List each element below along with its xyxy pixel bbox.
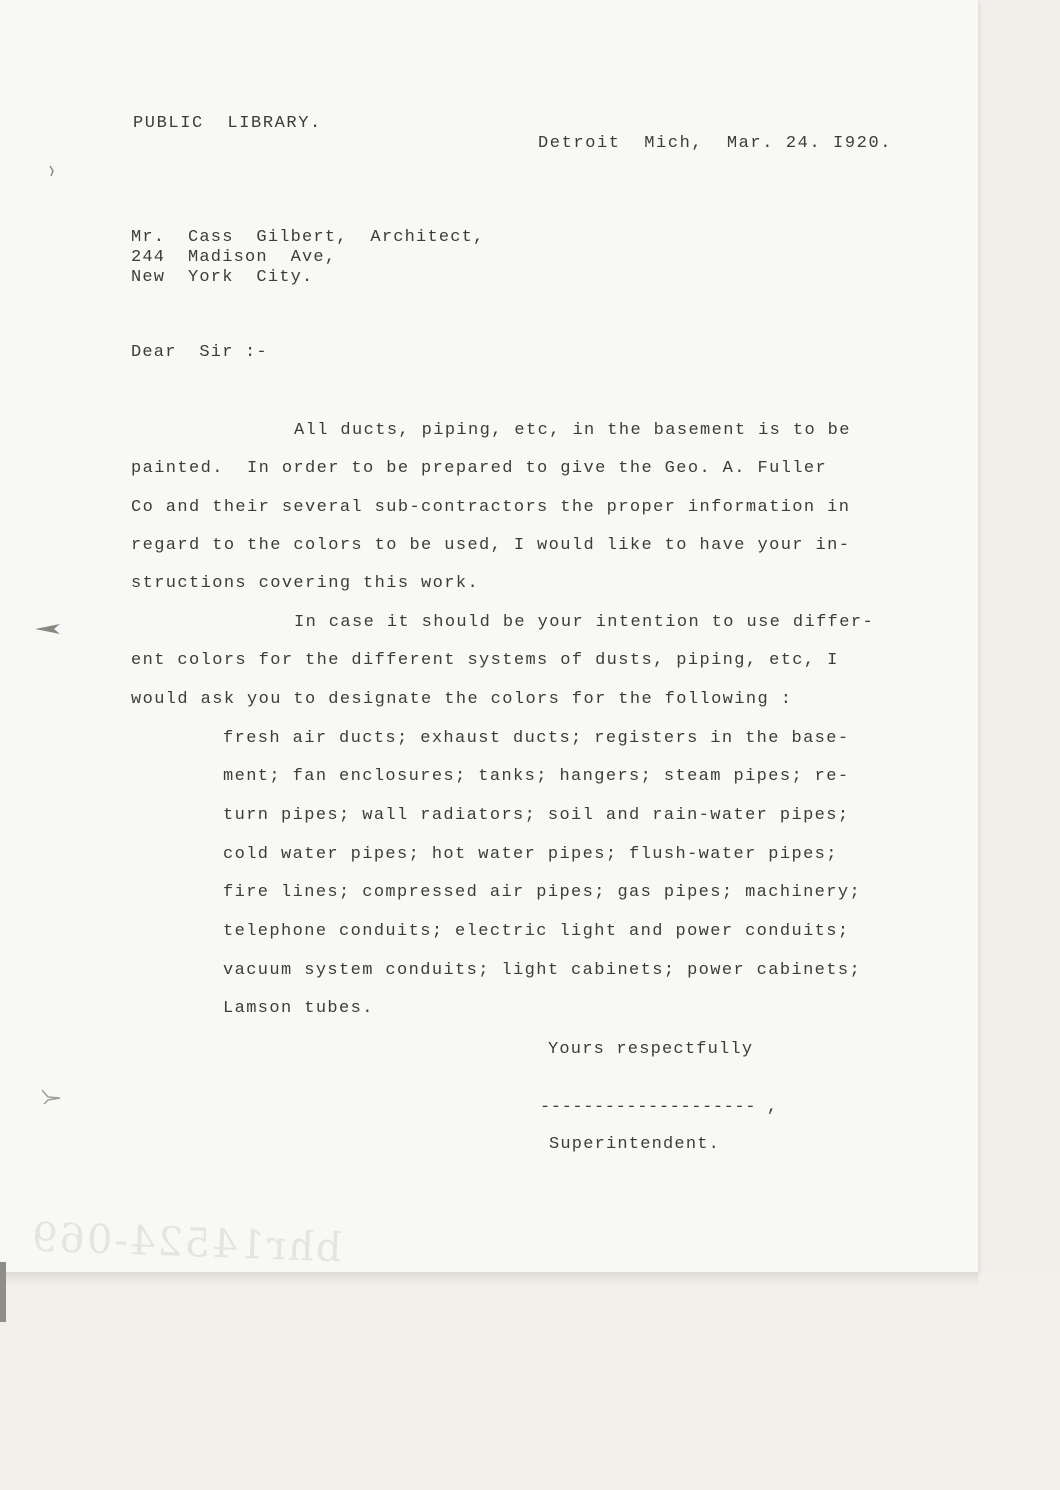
archive-number-watermark: bhr14524-069 xyxy=(29,1214,343,1272)
list-line: ment; fan enclosures; tanks; hangers; steam pipes; re- xyxy=(223,767,850,786)
list-line: fresh air ducts; exhaust ducts; registers in the base- xyxy=(223,729,850,748)
salutation: Dear Sir :- xyxy=(131,343,268,362)
paragraph-line: painted. In order to be prepared to give the Geo. A. Fuller xyxy=(131,459,828,478)
list-line: Lamson tubes. xyxy=(223,999,374,1018)
backing-board-bottom xyxy=(0,1272,1060,1490)
address-line: Mr. Cass Gilbert, Architect, xyxy=(131,228,485,247)
list-line: cold water pipes; hot water pipes; flush-water pipes; xyxy=(223,845,838,864)
margin-mark-icon xyxy=(48,165,56,177)
backing-board-right xyxy=(978,0,1060,1490)
sheet-edge-shadow xyxy=(0,1262,6,1322)
margin-arrow-mark-icon xyxy=(34,622,62,636)
paragraph-line: Co and their several sub-contractors the proper information in xyxy=(131,498,851,517)
margin-arrow-mark-icon xyxy=(40,1089,62,1105)
sheet-shadow xyxy=(0,1272,978,1286)
address-line: 244 Madison Ave, xyxy=(131,248,337,267)
signature-title: Superintendent. xyxy=(549,1135,721,1154)
list-line: telephone conduits; electric light and power conduits; xyxy=(223,922,850,941)
list-line: turn pipes; wall radiators; soil and rain-water pipes; xyxy=(223,806,850,825)
paragraph-line: structions covering this work. xyxy=(131,574,480,593)
date-line: Detroit Mich, Mar. 24. I920. xyxy=(538,134,893,153)
address-line: New York City. xyxy=(131,268,314,287)
list-line: vacuum system conduits; light cabinets; power cabinets; xyxy=(223,961,862,980)
paragraph-line: ent colors for the different systems of dusts, piping, etc, I xyxy=(131,651,839,670)
paragraph-line: would ask you to designate the colors for the following : xyxy=(131,690,793,709)
paragraph-line: All ducts, piping, etc, in the basement is to be xyxy=(294,421,851,440)
signature-line: -------------------- , xyxy=(540,1098,778,1117)
closing: Yours respectfully xyxy=(548,1040,754,1059)
paragraph-line: regard to the colors to be used, I would like to have your in- xyxy=(131,536,851,555)
list-line: fire lines; compressed air pipes; gas pipes; machinery; xyxy=(223,883,862,902)
paragraph-line: In case it should be your intention to use differ- xyxy=(294,613,875,632)
letterhead: PUBLIC LIBRARY. xyxy=(133,114,322,133)
